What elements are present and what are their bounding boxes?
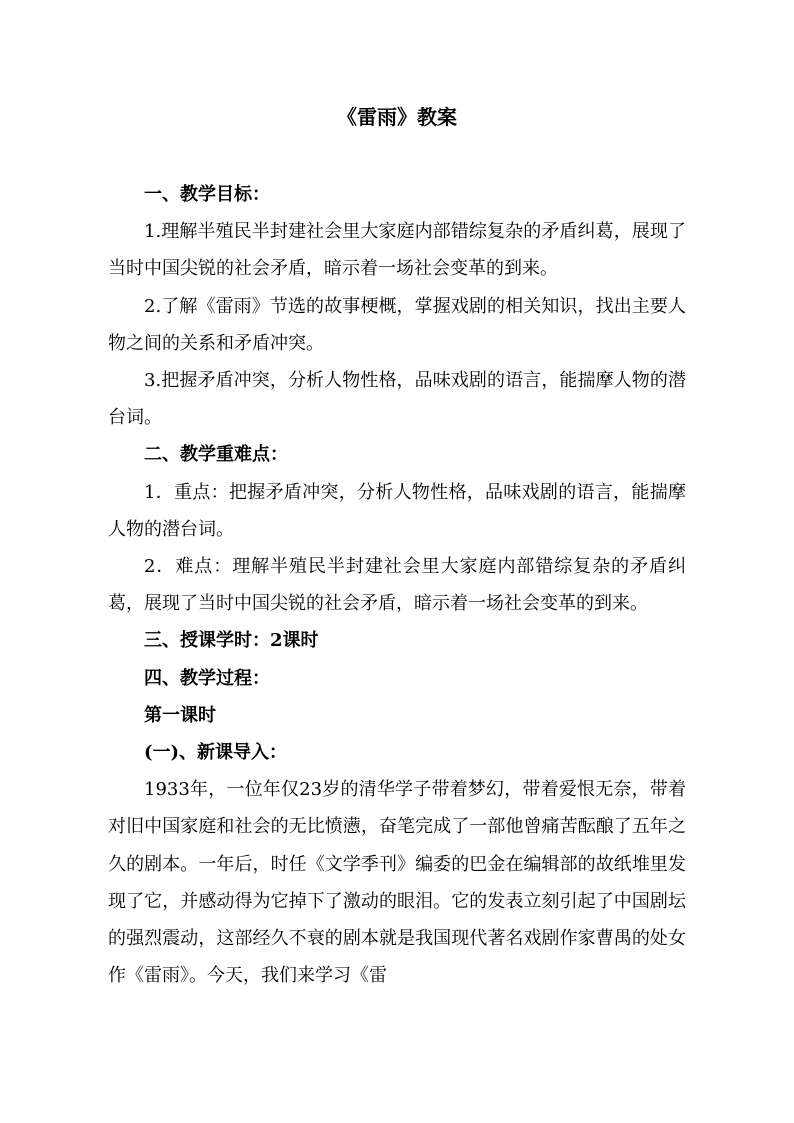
key-point-paragraph: 1．重点：把握矛盾冲突，分析人物性格，品味戏剧的语言，能揣摩人物的潜台词。 [108, 481, 686, 540]
objective-paragraph-3: 3.把握矛盾冲突，分析人物性格，品味戏剧的语言，能揣摩人物的潜台词。 [108, 370, 686, 429]
section-heading-process: 四、教学过程： [144, 667, 270, 689]
lesson-heading-first: 第一课时 [144, 704, 216, 726]
difficult-point-paragraph: 2．难点：理解半殖民半封建社会里大家庭内部错综复杂的矛盾纠葛，展现了当时中国尖锐的社会矛盾，暗示着一场社会变革的到来。 [108, 556, 686, 615]
section-heading-class-hours: 三、授课学时：2课时 [144, 630, 319, 652]
section-heading-objectives: 一、教学目标： [144, 184, 270, 205]
subsection-heading-introduction: (一)、新课导入： [144, 742, 288, 764]
section-heading-key-points: 二、教学重难点： [144, 444, 288, 466]
document-title: 《雷雨》教案 [337, 105, 457, 129]
introduction-paragraph: 1933年，一位年仅23岁的清华学子带着梦幻，带着爱恨无奈，带着对旧中国家庭和社会的无比愤懑，奋笔完成了一部他曾痛苦酝酿了五年之久的剧本。一年后，时任《文学季刊》编委的巴金在编辑部的故纸堆里发现了它，并感动得为它掉下了激动的眼泪。它的发表立刻引起了中国剧坛的强烈震动，这部经久不衰的剧本就是我国现代著名戏剧作家曹禺的处女作《雷雨》。今天，我们来学习《雷 [108, 779, 686, 987]
objective-paragraph-2: 2.了解《雷雨》节选的故事梗概，掌握戏剧的相关知识，找出主要人物之间的关系和矛盾冲突。 [108, 295, 686, 354]
objective-paragraph-1: 1.理解半殖民半封建社会里大家庭内部错综复杂的矛盾纠葛，展现了当时中国尖锐的社会矛盾，暗示着一场社会变革的到来。 [108, 221, 686, 280]
document-body [108, 102, 686, 994]
